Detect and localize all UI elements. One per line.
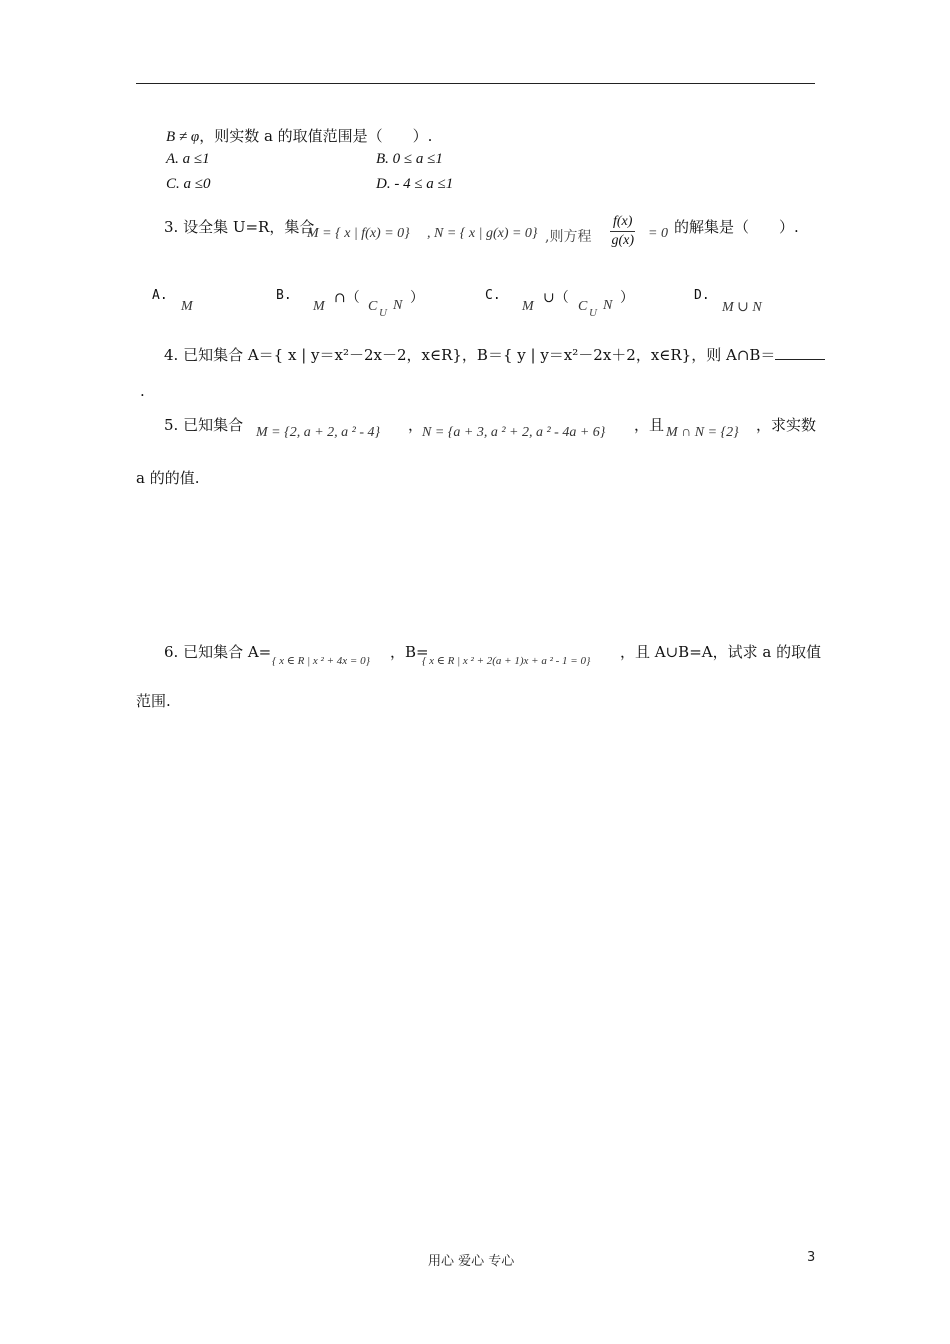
q3-opt-b-op: ∩（ xyxy=(334,290,360,306)
q3-fraction xyxy=(610,214,635,249)
q5-set-n: N = {a + 3, a ² + 2, a ² - 4a + 6} xyxy=(422,425,606,440)
q5-set-m: M = {2, a + 2, a ² - 4} xyxy=(256,425,381,440)
q3-opt-c-close: ） xyxy=(620,290,634,306)
q3-opt-c-m: M xyxy=(522,299,534,314)
q4-stem xyxy=(164,344,825,365)
q3-suffix: 的解集是（ ）. xyxy=(674,218,799,236)
q3-mid: ,则方程 xyxy=(545,229,592,245)
q2-condition: B ≠ φ xyxy=(166,129,200,145)
q2-option-c: C. a ≤0 xyxy=(166,176,211,192)
q3-prefix: 3. 设全集 U=R，集合 xyxy=(164,218,315,236)
q3-opt-c-c: C xyxy=(578,299,588,314)
q5-and: ，且 xyxy=(634,416,665,434)
footer-motto: 用心 爱心 专心 xyxy=(428,1254,515,1269)
q3-opt-c-u: U xyxy=(589,307,597,319)
q6-line2: 范围. xyxy=(136,692,171,710)
q3-frac-den: g(x) xyxy=(611,233,634,248)
q5-condition: M ∩ N = {2} xyxy=(666,425,739,440)
q3-eq: = 0 xyxy=(648,226,668,241)
q3-opt-b-close: ） xyxy=(410,290,424,306)
q2-stem xyxy=(166,125,432,146)
q3-opt-d-label: D. xyxy=(694,288,710,303)
q3-set-m: M = { x | f(x) = 0} xyxy=(307,226,410,241)
q6-prefix: 6. 已知集合 A= xyxy=(164,643,272,661)
q3-opt-a-expr: M xyxy=(181,299,193,314)
q3-opt-c-op: ∪（ xyxy=(543,290,569,306)
q5-prefix: 5. 已知集合 xyxy=(164,416,244,434)
q3-opt-b-c: C xyxy=(368,299,378,314)
q2-text: ，则实数 a 的取值范围是（ ）. xyxy=(199,127,433,145)
q4-end: . xyxy=(140,382,145,400)
q5-line2: a 的的值. xyxy=(136,469,200,487)
q6-set-b: { x ∈ R | x ² + 2(a + 1)x + a ² - 1 = 0} xyxy=(422,655,591,667)
q5-suffix: ，求实数 xyxy=(756,416,817,434)
q3-opt-c-label: C. xyxy=(485,288,501,303)
q2-option-a: A. a ≤1 xyxy=(166,151,210,167)
q4-text: 4. 已知集合 A＝{ x | y＝x²－2x－2，x∈R}，B＝{ y | y＝x²－2x＋2，x∈R}，则 A∩B＝ xyxy=(164,346,776,364)
q3-opt-a-label: A. xyxy=(152,288,168,303)
q6-set-a: { x ∈ R | x ² + 4x = 0} xyxy=(272,655,370,667)
header-rule xyxy=(136,83,815,84)
q2-option-d: D. - 4 ≤ a ≤1 xyxy=(376,176,454,192)
q3-opt-b-m: M xyxy=(313,299,325,314)
q6-mid: ，B= xyxy=(390,643,429,661)
q3-opt-c-n: N xyxy=(603,298,613,313)
q3-opt-b-u: U xyxy=(379,307,387,319)
q3-set-n: , N = { x | g(x) = 0} xyxy=(427,226,538,241)
q2-option-b: B. 0 ≤ a ≤1 xyxy=(376,151,443,167)
q3-frac-num: f(x) xyxy=(610,214,635,232)
q5-comma: ， xyxy=(408,416,424,434)
q6-suffix: ，且 A∪B=A，试求 a 的取值 xyxy=(620,643,822,661)
page-number: 3 xyxy=(807,1250,816,1265)
q3-opt-d-expr: M ∪ N xyxy=(722,300,762,315)
q3-opt-b-label: B. xyxy=(276,288,292,303)
q4-answer-blank xyxy=(775,345,825,360)
q3-opt-b-n: N xyxy=(393,298,403,313)
